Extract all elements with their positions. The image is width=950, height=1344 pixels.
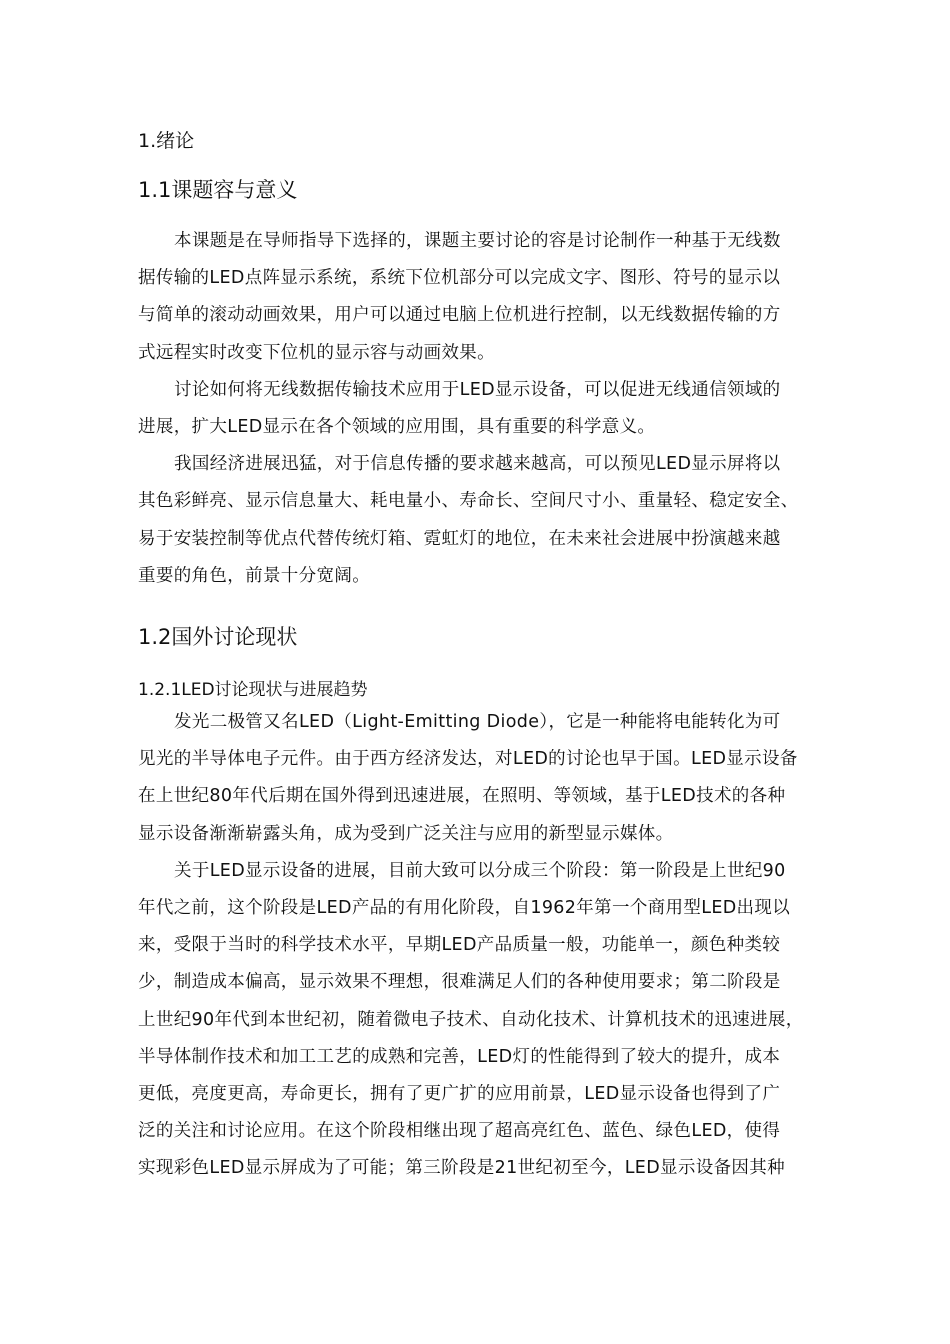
paragraph-line: 据传输的LED点阵显示系统，系统下位机部分可以完成文字、图形、符号的显示以 [138,268,781,289]
paragraph-line: 半导体制作技术和加工工艺的成熟和完善，LED灯的性能得到了较大的提升，成本 [138,1046,781,1067]
paragraph-line: 我国经济进展迅猛，对于信息传播的要求越来越高，可以预见LED显示屏将以 [174,454,781,475]
paragraph-line: 实现彩色LED显示屏成为了可能；第三阶段是21世纪初至今，LED显示设备因其种 [138,1158,785,1179]
paragraph-line: 重要的角色，前景十分宽阔。 [138,565,371,586]
paragraph-line: 年代之前，这个阶段是LED产品的有用化阶段，自1962年第一个商用型LED出现以 [138,897,791,918]
paragraph-line: 其色彩鲜亮、显示信息量大、耗电量小、寿命长、空间尺寸小、重量轻、稳定安全、 [138,491,799,512]
section-1-2-1-body [138,704,838,1187]
section-heading-1-1: 1.1课题容与意义 [138,178,298,202]
paragraph-line: 与简单的滚动动画效果，用户可以通过电脑上位机进行控制，以无线数据传输的方 [138,305,781,326]
paragraph-line: 少，制造成本偏高，显示效果不理想，很难满足人们的各种使用要求；第二阶段是 [138,972,781,993]
paragraph-line: 泛的关注和讨论应用。在这个阶段相继出现了超高亮红色、蓝色、绿色LED，使得 [138,1121,781,1142]
chapter-heading: 1.绪论 [138,130,195,152]
paragraph-line: 上世纪90年代到本世纪初，随着微电子技术、自动化技术、计算机技术的迅速进展， [138,1009,804,1030]
paragraph-line: 式远程实时改变下位机的显示容与动画效果。 [138,342,495,363]
paragraph-line: 来，受限于当时的科学技术水平，早期LED产品质量一般，功能单一，颜色种类较 [138,935,781,956]
paragraph-line: 在上世纪80年代后期在国外得到迅速进展，在照明、等领域，基于LED技术的各种 [138,786,786,807]
section-1-1-body [138,223,838,595]
paragraph-line: 显示设备渐渐崭露头角，成为受到广泛关注与应用的新型显示媒体。 [138,823,674,844]
paragraph-line: 易于安装控制等优点代替传统灯箱、霓虹灯的地位，在未来社会进展中扮演越来越 [138,528,781,549]
paragraph-line: 更低，亮度更高，寿命更长，拥有了更广扩的应用前景，LED显示设备也得到了广 [138,1083,781,1104]
paragraph-line: 进展，扩大LED显示在各个领域的应用围，具有重要的科学意义。 [138,416,656,437]
paragraph-line: 本课题是在导师指导下选择的，课题主要讨论的容是讨论制作一种基于无线数 [174,231,781,251]
paragraph-line: 发光二极管又名LED（Light-Emitting Diode），它是一种能将电能转化为可 [174,712,781,732]
paragraph-line: 关于LED显示设备的进展，目前大致可以分成三个阶段：第一阶段是上世纪90 [174,860,786,881]
paragraph-line: 见光的半导体电子元件。由于西方经济发达，对LED的讨论也早于国。LED显示设备 [138,749,798,770]
subsection-heading-1-2-1: 1.2.1LED讨论现状与进展趋势 [138,680,368,700]
paragraph-line: 讨论如何将无线数据传输技术应用于LED显示设备，可以促进无线通信领域的 [174,379,781,400]
section-heading-1-2: 1.2国外讨论现状 [138,625,298,649]
